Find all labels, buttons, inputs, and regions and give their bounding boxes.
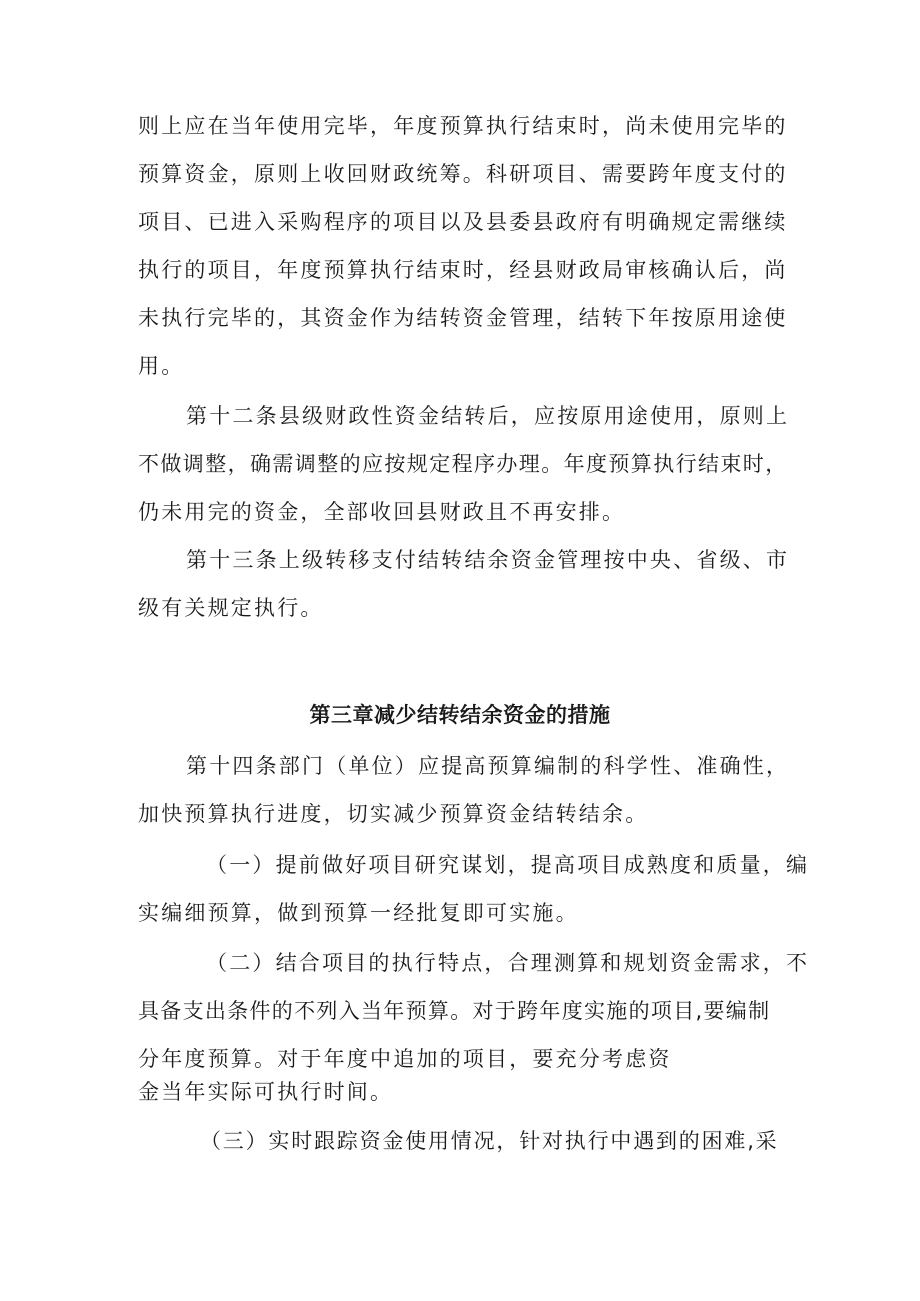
text-line: 则上应在当年使用完毕，年度预算执行结束时，尚未使用完毕的 xyxy=(138,114,788,138)
text-line: 加快预算执行进度，切实减少预算资金结转结余。 xyxy=(138,802,649,826)
text-line: 第十三条上级转移支付结转结余资金管理按中央、省级、市 xyxy=(186,548,790,572)
text-line: 实编细预算，做到预算一经批复即可实施。 xyxy=(138,901,579,925)
text-line: 金当年实际可执行时间。 xyxy=(138,1080,394,1104)
text-line: 预算资金，原则上收回财政统筹。科研项目、需要跨年度支付的 xyxy=(138,162,788,186)
text-line: 第十二条县级财政性资金结转后，应按原用途使用，原则上 xyxy=(186,404,790,428)
text-line: 第十四条部门（单位）应提高预算编制的科学性、准确性， xyxy=(186,754,790,778)
text-line: 具备支出条件的不列入当年预算。对于跨年度实施的项目,要编制 xyxy=(138,999,771,1023)
chapter-title: 第三章减少结转结余资金的措施 xyxy=(309,703,611,727)
text-line: 执行的项目，年度预算执行结束时，经县财政局审核确认后，尚 xyxy=(138,258,788,282)
text-line: 级有关规定执行。 xyxy=(138,596,324,620)
text-line: 不做调整，确需调整的应按规定程序办理。年度预算执行结束时， xyxy=(138,452,788,476)
text-line: 项目、已进入采购程序的项目以及县委县政府有明确规定需继续 xyxy=(138,210,788,234)
text-line: （一）提前做好项目研究谋划，提高项目成熟度和质量，编 xyxy=(206,853,810,877)
text-line: 分年度预算。对于年度中追加的项目，要充分考虑资 xyxy=(138,1047,672,1071)
text-line: 仍未用完的资金，全部收回县财政且不再安排。 xyxy=(138,500,626,524)
text-line: 用。 xyxy=(138,354,185,378)
text-line: （二）结合项目的执行特点，合理测算和规划资金需求，不 xyxy=(206,951,810,975)
text-line: （三）实时跟踪资金使用情况，针对执行中遇到的困难,采 xyxy=(200,1129,779,1153)
text-line: 未执行完毕的，其资金作为结转资金管理，结转下年按原用途使 xyxy=(138,306,788,330)
